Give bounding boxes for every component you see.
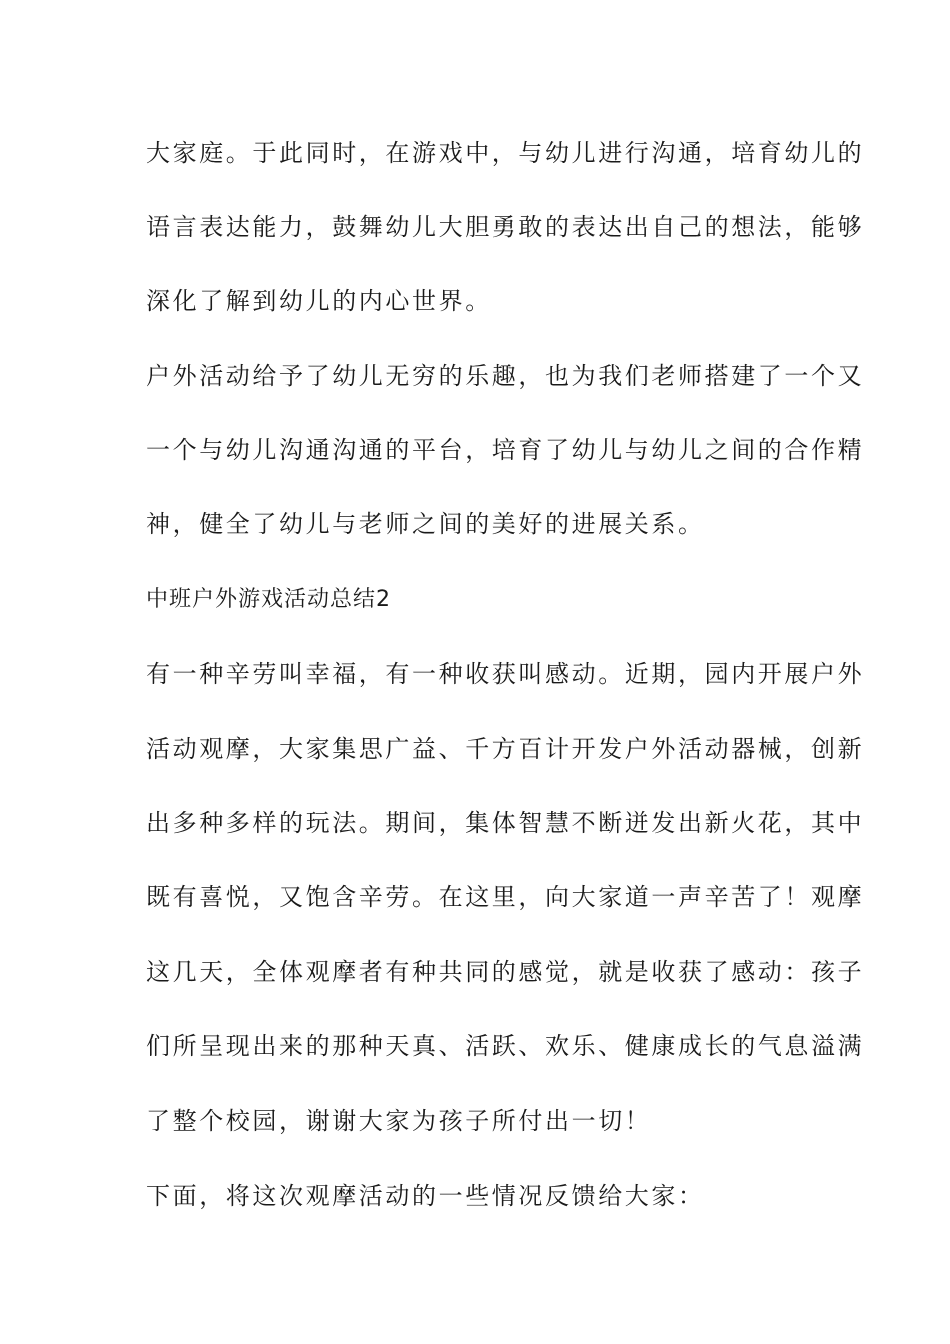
paragraph-2-line-1: 户外活动给予了幼儿无穷的乐趣，也为我们老师搭建了一个又	[146, 362, 865, 390]
paragraph-3-line-4: 既有喜悦，又饱含辛劳。在这里，向大家道一声辛苦了！观摩	[146, 883, 865, 911]
paragraph-3-line-5: 这几天，全体观摩者有种共同的感觉，就是收获了感动：孩子	[146, 958, 865, 986]
paragraph-3-line-1: 有一种辛劳叫幸福，有一种收获叫感动。近期，园内开展户外	[146, 660, 865, 688]
paragraph-3-line-2: 活动观摩，大家集思广益、千方百计开发户外活动器械，创新	[146, 735, 865, 763]
paragraph-2-line-2: 一个与幼儿沟通沟通的平台，培育了幼儿与幼儿之间的合作精	[146, 436, 865, 464]
paragraph-2-line-3: 神，健全了幼儿与老师之间的美好的进展关系。	[146, 510, 705, 538]
paragraph-3-line-7: 了整个校园，谢谢大家为孩子所付出一切！	[146, 1107, 652, 1135]
paragraph-1-line-1: 大家庭。于此同时，在游戏中，与幼儿进行沟通，培育幼儿的	[146, 139, 865, 167]
paragraph-1-line-3: 深化了解到幼儿的内心世界。	[146, 287, 492, 315]
paragraph-3-line-6: 们所呈现出来的那种天真、活跃、欢乐、健康成长的气息溢满	[146, 1032, 865, 1060]
paragraph-4-line-1: 下面，将这次观摩活动的一些情况反馈给大家：	[146, 1182, 705, 1210]
section-heading: 中班户外游戏活动总结2	[146, 587, 391, 612]
paragraph-1-line-2: 语言表达能力，鼓舞幼儿大胆勇敢的表达出自己的想法，能够	[146, 213, 865, 241]
paragraph-3-line-3: 出多种多样的玩法。期间，集体智慧不断迸发出新火花，其中	[146, 809, 865, 837]
